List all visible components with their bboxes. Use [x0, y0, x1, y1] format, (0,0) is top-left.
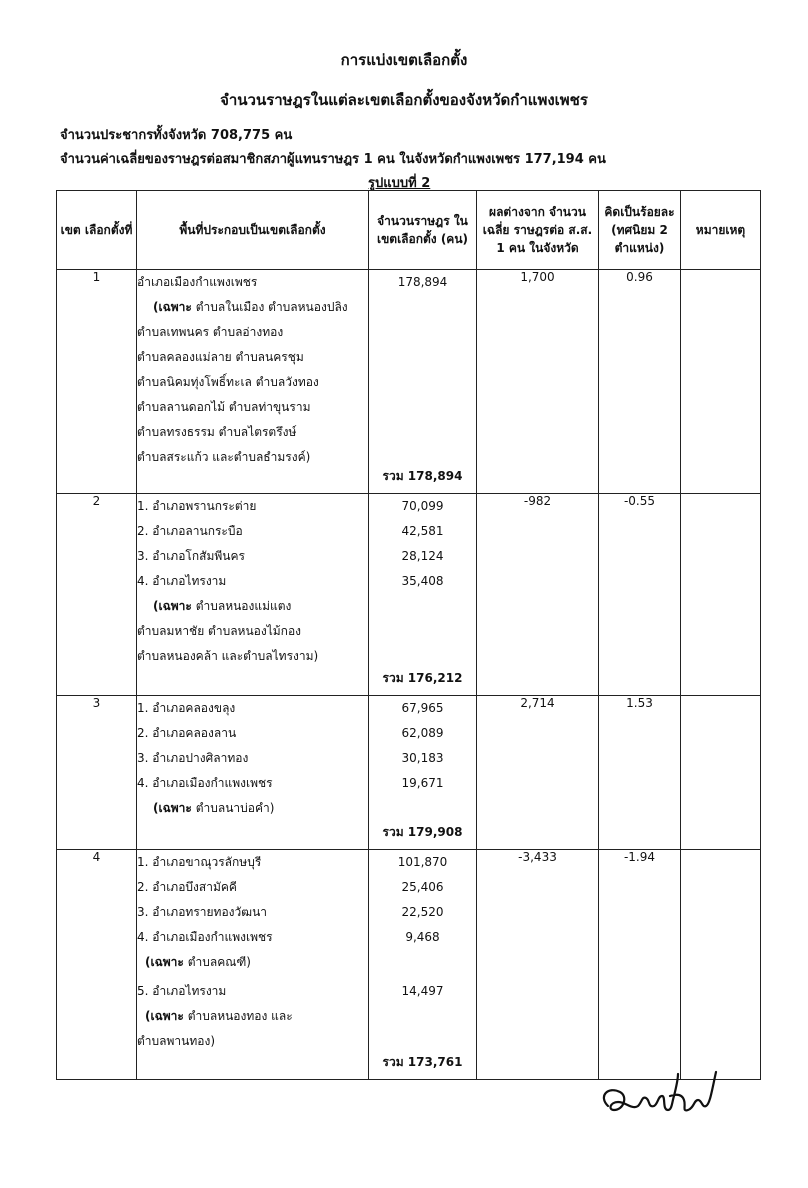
districts-table: [56, 190, 761, 1080]
province-population: จำนวนประชากรทั้งจังหวัด 708,775 คน: [60, 128, 293, 143]
population-value: 101,870: [397, 855, 448, 869]
format-label: รูปแบบที่ 2: [368, 176, 431, 191]
area-line: 2. อำเภอคลองลาน: [137, 726, 237, 740]
area-line: 2. อำเภอลานกระบือ: [137, 524, 243, 538]
area-line: 3. อำเภอปางศิลาทอง: [137, 751, 249, 765]
population-total: รวม 176,212: [382, 671, 463, 685]
header-remark: หมายเหตุ: [681, 191, 761, 270]
detail-label: (เฉพาะ: [153, 599, 192, 613]
district-area: [137, 270, 369, 494]
percent-value: -1.94: [599, 850, 681, 1080]
area-line: 1. อำเภอพรานกระต่าย: [137, 499, 257, 513]
difference-value: -982: [477, 494, 599, 696]
district-area: [137, 696, 369, 850]
detail-line: ตำบลหนองแม่แตง: [195, 599, 292, 613]
detail-line: ตำบลเทพนคร ตำบลอ่างทอง: [137, 325, 284, 339]
district-number: 3: [57, 696, 137, 850]
remark-cell: [681, 696, 761, 850]
average-population-line: จำนวนค่าเฉลี่ยของราษฎรต่อสมาชิกสภาผู้แทนราษฎร 1 คน ในจังหวัดกำแพงเพชร 177,194 คน: [60, 152, 606, 167]
population-total: รวม 173,761: [382, 1055, 463, 1069]
area-line: อำเภอเมืองกำแพงเพชร: [137, 275, 258, 289]
population-value: 19,671: [401, 776, 444, 790]
area-line: 3. อำเภอโกสัมพีนคร: [137, 549, 245, 563]
district-population: [369, 494, 477, 696]
header-district: เขต เลือกตั้งที่: [57, 191, 137, 270]
header-area: พื้นที่ประกอบเป็นเขตเลือกตั้ง: [137, 191, 369, 270]
table-row: [57, 850, 761, 1080]
area-line: 5. อำเภอไทรงาม: [137, 984, 227, 998]
detail-line: ตำบลในเมือง ตำบลหนองปลิง: [195, 300, 348, 314]
table-row: [57, 270, 761, 494]
population-value: 30,183: [401, 751, 444, 765]
table-row: [57, 696, 761, 850]
district-number: 2: [57, 494, 137, 696]
area-line: 4. อำเภอเมืองกำแพงเพชร: [137, 776, 273, 790]
area-line: 3. อำเภอทรายทองวัฒนา: [137, 905, 268, 919]
percent-value: 1.53: [599, 696, 681, 850]
population-value: 70,099: [401, 499, 444, 513]
detail-line: ตำบลหนองคล้า และตำบลไทรงาม): [137, 649, 319, 663]
difference-value: 2,714: [477, 696, 599, 850]
detail-line: ตำบลมหาชัย ตำบลหนองไม้กอง: [137, 624, 302, 638]
document-title: การแบ่งเขตเลือกตั้ง: [340, 51, 468, 69]
district-area: [137, 494, 369, 696]
difference-value: -3,433: [477, 850, 599, 1080]
detail-label: (เฉพาะ: [153, 300, 192, 314]
percent-value: -0.55: [599, 494, 681, 696]
detail-line: ตำบลนิคมทุ่งโพธิ์ทะเล ตำบลวังทอง: [137, 375, 319, 389]
detail-line: ตำบลนาบ่อคำ): [195, 801, 275, 815]
percent-value: 0.96: [599, 270, 681, 494]
header-percent: คิดเป็นร้อยละ (ทศนิยม 2 ตำแหน่ง): [599, 191, 681, 270]
area-line: 4. อำเภอเมืองกำแพงเพชร: [137, 930, 273, 944]
detail-line: ตำบลคณฑี): [187, 955, 251, 969]
district-number: 1: [57, 270, 137, 494]
population-value: 28,124: [401, 549, 444, 563]
detail-label: (เฉพาะ: [145, 1009, 184, 1023]
population-total: รวม 179,908: [382, 825, 463, 839]
remark-cell: [681, 850, 761, 1080]
table-row: [57, 494, 761, 696]
detail-line: ตำบลคลองแม่ลาย ตำบลนครชุม: [137, 350, 304, 364]
document-subtitle: จำนวนราษฎรในแต่ละเขตเลือกตั้งของจังหวัดกำแพงเพชร: [220, 91, 588, 109]
remark-cell: [681, 494, 761, 696]
population-value: 62,089: [401, 726, 444, 740]
population-value: 22,520: [401, 905, 444, 919]
district-area: [137, 850, 369, 1080]
population-value: 35,408: [401, 574, 444, 588]
population-value: 14,497: [401, 984, 444, 998]
population-value: 9,468: [405, 930, 440, 944]
area-line: 1. อำเภอคลองขลุง: [137, 701, 236, 715]
header-population: จำนวนราษฎร ในเขตเลือกตั้ง (คน): [369, 191, 477, 270]
detail-line: ตำบลพานทอง): [137, 1034, 216, 1048]
area-line: 2. อำเภอบึงสามัคคี: [137, 880, 237, 894]
population-value: 42,581: [401, 524, 444, 538]
area-line: 4. อำเภอไทรงาม: [137, 574, 227, 588]
header-difference: ผลต่างจาก จำนวนเฉลี่ย ราษฎรต่อ ส.ส. 1 คน ในจังหวัด: [477, 191, 599, 270]
difference-value: 1,700: [477, 270, 599, 494]
area-line: 1. อำเภอขาณุวรลักษบุรี: [137, 855, 262, 869]
detail-line: ตำบลหนองทอง และ: [187, 1009, 293, 1023]
population-total: รวม 178,894: [382, 469, 463, 483]
district-number: 4: [57, 850, 137, 1080]
detail-line: ตำบลลานดอกไม้ ตำบลท่าขุนราม: [137, 400, 311, 414]
table-header-row: [57, 191, 761, 270]
population-value: 25,406: [401, 880, 444, 894]
population-value: 67,965: [401, 701, 444, 715]
remark-cell: [681, 270, 761, 494]
population-value: 178,894: [397, 275, 448, 289]
district-population: [369, 696, 477, 850]
detail-line: ตำบลสระแก้ว และตำบลธำมรงค์): [137, 450, 311, 464]
district-population: [369, 270, 477, 494]
detail-label: (เฉพาะ: [145, 955, 184, 969]
district-population: [369, 850, 477, 1080]
handwritten-signature: [598, 1066, 728, 1126]
detail-line: ตำบลทรงธรรม ตำบลไตรตรึงษ์: [137, 425, 297, 439]
detail-label: (เฉพาะ: [153, 801, 192, 815]
